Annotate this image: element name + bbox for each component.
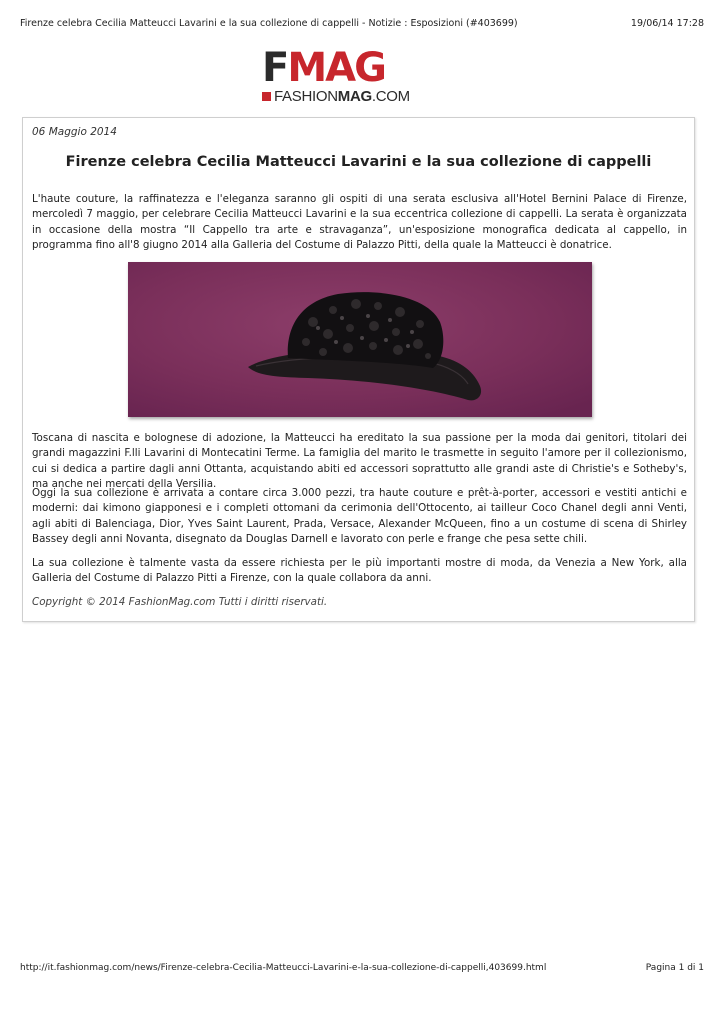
print-page-title: Firenze celebra Cecilia Matteucci Lavarini e la sua collezione di cappelli - Notizie : Esposizioni (#403699) xyxy=(20,18,518,29)
logo-mag: MAG xyxy=(287,45,385,91)
print-header xyxy=(20,18,704,29)
logo-wordmark-top xyxy=(262,45,450,91)
hat-illustration xyxy=(128,262,592,417)
article-paragraph: Toscana di nascita e bolognese di adozione, la Matteucci ha ereditato la sua passione per la moda dai genitori, titolari dei grandi magazzini F.lli Lavarini di Montecatini Terme. La famiglia del marito le trasmette in seguito l'amore per il collezionismo, cui si dedica a partire dagli anni Ottanta, acquistando abiti ed accessori soprattutto alle grandi aste di Christie's e Sotheby's, ma anche nei mercati della Versilia. xyxy=(32,432,687,491)
article-photo-hat xyxy=(128,262,592,417)
copyright-notice: Copyright © 2014 FashionMag.com Tutti i diritti riservati. xyxy=(32,596,328,608)
print-url: http://it.fashionmag.com/news/Firenze-celebra-Cecilia-Matteucci-Lavarini-e-la-sua-collezione-di-cappelli,403699.html xyxy=(20,963,547,973)
article xyxy=(22,117,695,622)
fashionmag-logo[interactable] xyxy=(262,45,450,105)
article-paragraph: Oggi la sua collezione è arrivata a contare circa 3.000 pezzi, tra haute couture e prêt-à-porter, accessori e vestiti antichi e moderni: dai kimono giapponesi e i completi ottomani da cerimonia dell'Ottocento, ai tailleur Coco Chanel degli anni Venti, agli abiti di Balenciaga, Dior, Yves Saint Laurent, Prada, Versace, Alexander McQueen, fino a un costume di scena di Shirley Bassey degli anni Novanta, disegnato da Douglas Darnell e lavorato con perle e frange che pesa sette chili. xyxy=(32,487,687,546)
logo-f: F xyxy=(262,45,288,91)
logo-mag-bold: MAG xyxy=(337,88,372,105)
article-paragraph: La sua collezione è talmente vasta da essere richiesta per le più importanti mostre di moda, da Venezia a New York, alla Galleria del Costume di Palazzo Pitti a Firenze, con la quale collabora da anni. xyxy=(32,557,687,585)
logo-fashion: FASHION xyxy=(274,88,338,105)
logo-square-icon xyxy=(262,92,271,101)
article-title: Firenze celebra Cecilia Matteucci Lavarini e la sua collezione di cappelli xyxy=(65,154,652,170)
logo-wordmark-bottom xyxy=(262,88,450,105)
print-datetime: 19/06/14 17:28 xyxy=(630,18,704,29)
print-footer xyxy=(20,963,704,973)
article-date: 06 Maggio 2014 xyxy=(32,126,117,138)
print-page-number: Pagina 1 di 1 xyxy=(645,963,704,973)
article-paragraph: L'haute couture, la raffinatezza e l'eleganza saranno gli ospiti di una serata esclusiva all'Hotel Bernini Palace di Firenze, mercoledì 7 maggio, per celebrare Cecilia Matteucci Lavarini e la sua eccentrica collezione di cappelli. La serata è organizzata in occasione della mostra “Il Cappello tra arte e stravaganza”, un'esposizione monografica dedicata al cappello, in programma fino all'8 giugno 2014 alla Galleria del Costume di Palazzo Pitti, della quale la Matteucci è donatrice. xyxy=(32,193,687,252)
logo-com: .COM xyxy=(371,88,410,105)
